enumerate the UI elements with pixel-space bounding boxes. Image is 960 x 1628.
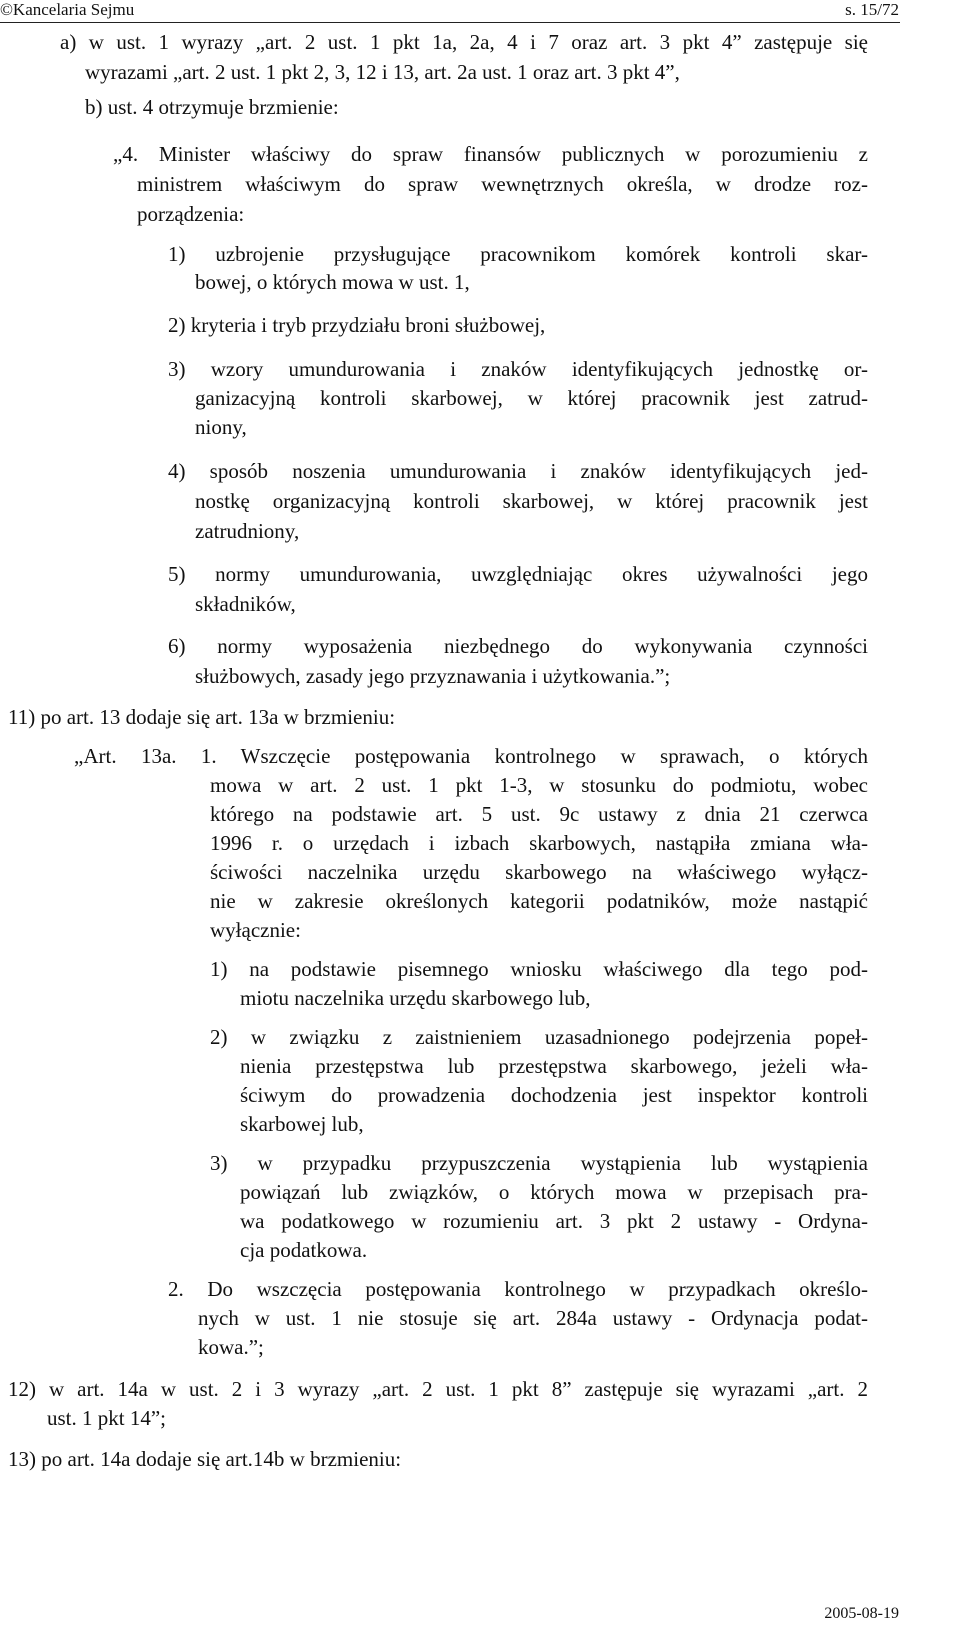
text-line: służbowych, zasady jego przyznawania i użytkowania.”; bbox=[195, 664, 671, 688]
text-line: niony, bbox=[195, 415, 247, 439]
text-line: 12) w art. 14a w ust. 2 i 3 wyrazy „art. 2 ust. 1 pkt 8” zastępuje się wyrazami „art. 2 bbox=[8, 1377, 868, 1401]
text-line: porządzenia: bbox=[137, 202, 245, 226]
text-line: 3) wzory umundurowania i znaków identyfikujących jednostkę or- bbox=[168, 357, 868, 381]
text-line: 6) normy wyposażenia niezbędnego do wykonywania czynności bbox=[168, 634, 868, 658]
text-line: ściwości naczelnika urzędu skarbowego na właściwego wyłącz- bbox=[210, 860, 868, 884]
text-line: ust. 1 pkt 14”; bbox=[47, 1406, 166, 1430]
text-line: zatrudniony, bbox=[195, 519, 300, 543]
text-line: „4. Minister właściwy do spraw finansów publicznych w porozumieniu z bbox=[113, 142, 868, 166]
text-line: którego na podstawie art. 5 ust. 9c ustawy z dnia 21 czerwca bbox=[210, 802, 868, 826]
text-line: wa podatkowego w rozumieniu art. 3 pkt 2 ustawy - Ordyna- bbox=[240, 1209, 868, 1233]
text-line: cja podatkowa. bbox=[240, 1238, 368, 1262]
text-line: nienia przestępstwa lub przestępstwa skarbowego, jeżeli wła- bbox=[240, 1054, 868, 1078]
text-line: 2. Do wszczęcia postępowania kontrolnego w przypadkach określo- bbox=[168, 1277, 868, 1301]
text-line: ganizacyjną kontroli skarbowej, w której pracownik jest zatrud- bbox=[195, 386, 868, 410]
text-line: 13) po art. 14a dodaje się art.14b w brzmieniu: bbox=[8, 1447, 402, 1471]
text-line: nostkę organizacyjną kontroli skarbowej, w której pracownik jest bbox=[195, 489, 868, 513]
text-line: miotu naczelnika urzędu skarbowego lub, bbox=[240, 986, 591, 1010]
text-line: 5) normy umundurowania, uwzględniając okres używalności jego bbox=[168, 562, 868, 586]
text-line: 2) kryteria i tryb przydziału broni służbowej, bbox=[168, 313, 546, 337]
page-number: s. 15/72 bbox=[845, 0, 899, 19]
text-line: b) ust. 4 otrzymuje brzmienie: bbox=[85, 95, 339, 119]
text-line: 11) po art. 13 dodaje się art. 13a w brzmieniu: bbox=[8, 705, 396, 729]
text-line: wyrazami „art. 2 ust. 1 pkt 2, 3, 12 i 13, art. 2a ust. 1 oraz art. 3 pkt 4”, bbox=[85, 60, 680, 84]
text-line: 1996 r. o urzędach i izbach skarbowych, nastąpiła zmiana wła- bbox=[210, 831, 868, 855]
text-line: składników, bbox=[195, 592, 296, 616]
text-line: kowa.”; bbox=[198, 1335, 264, 1359]
text-line: 1) na podstawie pisemnego wniosku właściwego dla tego pod- bbox=[210, 957, 868, 981]
text-line: powiązań lub związków, o których mowa w przepisach pra- bbox=[240, 1180, 868, 1204]
text-line: 3) w przypadku przypuszczenia wystąpienia lub wystąpienia bbox=[210, 1151, 868, 1175]
text-line: 2) w związku z zaistnieniem uzasadnionego podejrzenia popeł- bbox=[210, 1025, 868, 1049]
text-line: bowej, o których mowa w ust. 1, bbox=[195, 270, 470, 294]
text-line: „Art. 13a. 1. Wszczęcie postępowania kontrolnego w sprawach, o których bbox=[74, 744, 868, 768]
text-line: ministrem właściwym do spraw wewnętrznych określa, w drodze roz- bbox=[137, 172, 868, 196]
text-line: ściwym do prowadzenia dochodzenia jest inspektor kontroli bbox=[240, 1083, 868, 1107]
text-line: wyłącznie: bbox=[210, 918, 301, 942]
header-rule bbox=[0, 22, 900, 23]
text-line: 4) sposób noszenia umundurowania i znaków identyfikujących jed- bbox=[168, 459, 868, 483]
text-line: nie w zakresie określonych kategorii podatników, może nastąpić bbox=[210, 889, 868, 913]
copyright-header: ©Kancelaria Sejmu bbox=[0, 0, 135, 19]
text-line: mowa w art. 2 ust. 1 pkt 1-3, w stosunku do podmiotu, wobec bbox=[210, 773, 868, 797]
text-line: 1) uzbrojenie przysługujące pracownikom komórek kontroli skar- bbox=[168, 242, 868, 266]
text-line: skarbowej lub, bbox=[240, 1112, 364, 1136]
text-line: nych w ust. 1 nie stosuje się art. 284a ustawy - Ordynacja podat- bbox=[198, 1306, 868, 1330]
text-line: a) w ust. 1 wyrazy „art. 2 ust. 1 pkt 1a, 2a, 4 i 7 oraz art. 3 pkt 4” zastępuje się bbox=[60, 30, 868, 54]
footer-date: 2005-08-19 bbox=[824, 1605, 899, 1622]
